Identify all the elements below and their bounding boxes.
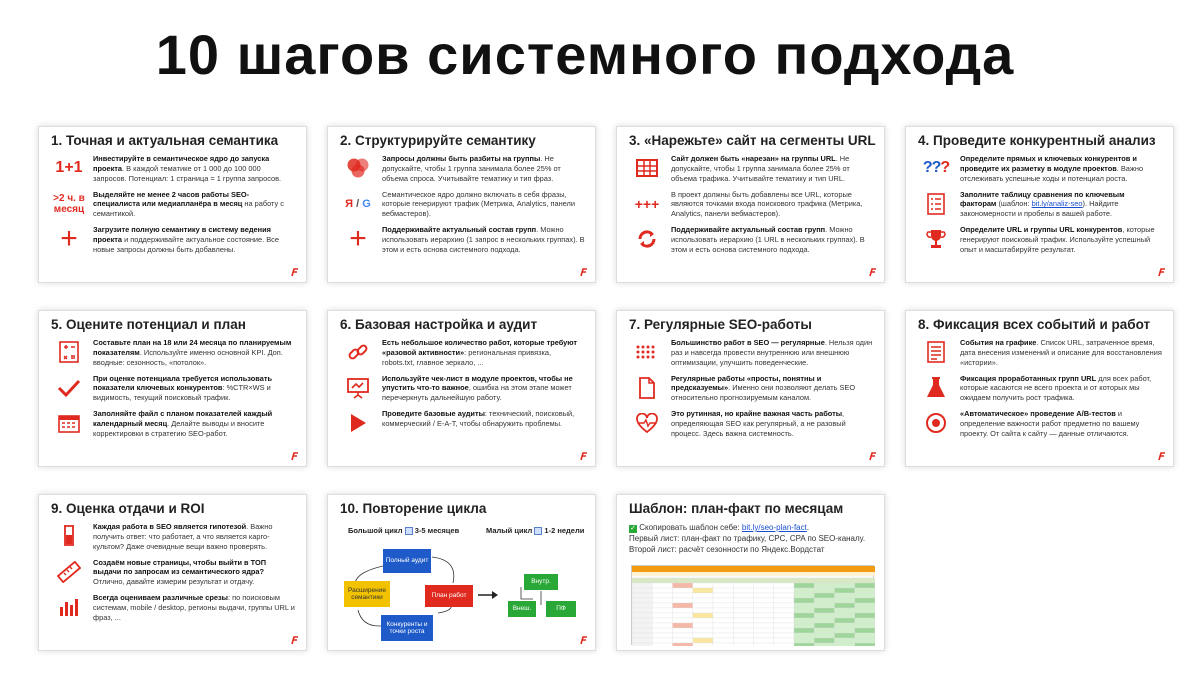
full-audit-box: Полный аудит xyxy=(383,549,431,573)
row-rest: . Используйте именно основной KPI. Доп. вводные: сезонность, «потолок». xyxy=(93,347,283,367)
logo-icon xyxy=(579,267,589,277)
row-text xyxy=(960,338,1163,368)
row-rest: . Не допускайте, чтобы 1 группа занимала более 25% от объема спроса. Учитывайте тематику и тип фраз. xyxy=(382,154,561,183)
logo-icon xyxy=(290,451,300,461)
link-icon xyxy=(340,338,376,366)
logo-icon xyxy=(868,451,878,461)
card-row xyxy=(340,409,585,437)
card-step-9 xyxy=(38,494,307,651)
row-text xyxy=(382,190,585,220)
card-title: 7. Регулярные SEO-работы xyxy=(629,317,812,332)
row-bold: Поддерживайте актуальный состав групп xyxy=(671,225,826,235)
row-rest: : технический, поисковый, коммерческий / E-A-T, чтобы обнаружить проблемы. xyxy=(382,409,575,428)
card-title: 9. Оценка отдачи и ROI xyxy=(51,501,205,516)
card-title: 2. Структурируйте семантику xyxy=(340,133,536,148)
row-text xyxy=(93,409,296,439)
spreadsheet-preview xyxy=(631,565,874,645)
card-row xyxy=(51,190,296,220)
row-rest: Семантическое ядро должно включать в себя фразы, которые генерируют трафик (Метрика, Analytics, панели вебмастеров). xyxy=(382,189,575,219)
row-text xyxy=(960,225,1163,255)
page-title: 10 шагов системного подхода xyxy=(155,23,1015,86)
row-rest: В проект должны быть добавлены все URL, которые являются точками входа поискового трафика (Метрика, Analytics, панели вебмастеров). xyxy=(671,189,863,219)
row-text xyxy=(671,374,874,404)
label-icon: 1+1 xyxy=(55,159,83,176)
card-row xyxy=(51,593,296,623)
card-title: Шаблон: план-факт по месяцам xyxy=(629,501,844,516)
row-text xyxy=(671,190,874,220)
row-rest: . Нельзя один раз и навсегда провести внутреннюю или внешнюю оптимизации, улучшить поведенческие. xyxy=(671,338,873,367)
card-step-2 xyxy=(327,126,596,283)
label-icon: Я / G xyxy=(345,197,371,210)
row-bold: Регулярные работы «просты, понятны и предсказуемы» xyxy=(671,373,822,393)
small-cycle-label: Малый цикл xyxy=(486,526,533,535)
check-icon xyxy=(51,374,87,402)
card-row xyxy=(629,409,874,439)
template-link[interactable]: bit.ly/seo-plan-fact xyxy=(741,523,807,532)
card-row xyxy=(340,374,585,404)
label-icon: >2 ч. в месяц xyxy=(53,192,85,215)
row-text xyxy=(93,558,296,588)
row-rest: . Список URL, затраченное время, дата внесения изменений и описание для восстановления «истории». xyxy=(960,338,1162,367)
trophy-icon xyxy=(918,225,954,253)
row-rest: : региональная привязка, robots.txt, главное зеркало, ... xyxy=(382,347,552,367)
card-row xyxy=(51,558,296,588)
card-step-4 xyxy=(905,126,1174,283)
logo-icon xyxy=(290,267,300,277)
card-row xyxy=(51,409,296,439)
row-bold: События на графике xyxy=(960,338,1037,347)
card-step-8 xyxy=(905,310,1174,467)
refresh-icon xyxy=(629,225,665,253)
card-row xyxy=(918,225,1163,255)
card-title: 4. Проведите конкурентный анализ xyxy=(918,133,1156,148)
grid-icon xyxy=(629,154,665,182)
target-icon xyxy=(918,409,954,437)
row-bold: Это рутинная, но крайне важная часть работы xyxy=(671,409,843,419)
row-rest: . Делайте выводы и вносите корректировки в стратегию SEO-работ. xyxy=(93,418,265,438)
row-bold: Составьте план на 18 или 24 месяца по планируемым показателям xyxy=(93,338,292,357)
row-rest: на работу с семантикой. xyxy=(93,199,284,219)
row-bold: Инвестируйте в семантическое ядро до запуска проекта xyxy=(93,154,270,173)
card-title: 8. Фиксация всех событий и работ xyxy=(918,317,1151,332)
row-bold: Определите URL и группы URL конкурентов xyxy=(960,225,1123,235)
ruler-icon xyxy=(51,558,87,586)
card-step-5 xyxy=(38,310,307,467)
row-rest: . Не допускайте, чтобы 1 группа занимала более 25% от объема трафика. Учитывайте тематику и тип URL. xyxy=(671,154,850,183)
logo-icon xyxy=(1157,451,1167,461)
calculator-icon xyxy=(51,338,87,366)
bar-chart-icon xyxy=(51,593,87,621)
beaker-icon xyxy=(51,522,87,550)
row-rest: : %CTR×WS и видимость, текущий поисковый трафик. xyxy=(93,383,271,403)
play-icon xyxy=(340,409,376,437)
row-rest: Отлично, давайте измерим результат и отдачу. xyxy=(93,577,255,587)
row-text xyxy=(93,593,296,623)
card-row xyxy=(51,522,296,552)
card-row xyxy=(918,338,1163,368)
card-title: 3. «Нарежьте» сайт на сегменты URL xyxy=(629,133,876,148)
row-bold: Используйте чек-лист в модуле проектов, чтобы не упустить что-то важное xyxy=(382,373,573,393)
heartbeat-icon xyxy=(629,409,665,437)
checklist-icon xyxy=(918,190,954,218)
logo-icon xyxy=(290,635,300,645)
row-text xyxy=(960,154,1163,184)
row-rest: , которые генерируют поисковый трафик. Используйте успешный опыт и масштабируйте результат. xyxy=(960,225,1155,254)
card-title: 1. Точная и актуальная семантика xyxy=(51,133,279,148)
card-step-1 xyxy=(38,126,307,283)
small-cycle-length: 1-2 недели xyxy=(544,526,585,535)
label-icon: + xyxy=(349,222,367,256)
card-row xyxy=(629,225,874,255)
calendar-icon xyxy=(51,409,87,437)
row-rest: . Можно использовать иерархию (1 URL в нескольких группах). В этом и есть основа системного подхода. xyxy=(671,225,865,254)
row-rest: и определение важности работ предметно по вашему проекту. От сайта к сайту — данные отличаются. xyxy=(960,409,1140,438)
row-rest: для всех работ, которые касаются не всего проекта и от которых мы ожидаем получить рост трафика. xyxy=(960,373,1152,403)
document-icon xyxy=(629,374,665,402)
row-rest: . Именно они позволяют делать SEO относительно прогнозируемым каналом. xyxy=(671,383,856,403)
card-row xyxy=(629,154,874,184)
row-text xyxy=(382,409,585,429)
row-text xyxy=(382,154,585,184)
row-rest: , определяющая SEO как регулярный, а не разовый процесс. Здесь важна системность. xyxy=(671,409,846,438)
card-row xyxy=(918,190,1163,220)
card-row xyxy=(629,190,874,220)
row-bold: При оценке потенциала требуется использовать показатели ключевых конкурентов xyxy=(93,373,273,393)
row-text xyxy=(93,374,296,404)
flask-icon xyxy=(918,374,954,402)
row-bold: Каждая работа в SEO является гипотезой xyxy=(93,522,247,531)
row-bold: Выделяйте не менее 2 часов работы SEO-специалиста или медиапланёра в месяц xyxy=(93,189,250,209)
card-step-6 xyxy=(327,310,596,467)
list-icon xyxy=(918,338,954,366)
row-text xyxy=(93,225,296,255)
row-text xyxy=(382,374,585,404)
row-bold: Запросы должны быть разбиты на группы xyxy=(382,154,541,163)
competitors-box: Конкуренты и точки роста xyxy=(381,615,433,641)
card-row xyxy=(51,374,296,404)
row-text xyxy=(93,338,296,368)
row-text xyxy=(960,190,1163,220)
card-step-3 xyxy=(616,126,885,283)
card-row xyxy=(340,154,585,184)
first-sheet-text: Первый лист: план-факт по трафику, CPC, CPA по SEO-каналу. xyxy=(629,534,866,544)
card-row xyxy=(51,154,296,184)
work-plan-box: План работ xyxy=(425,585,473,607)
row-rest: . В каждой тематике от 1 000 до 100 000 запросов. Потенциал: 1 страница = 1 группа запросов. xyxy=(93,163,282,183)
external-box: Внеш. xyxy=(508,601,536,617)
row-text xyxy=(382,225,585,255)
logo-icon xyxy=(868,267,878,277)
row-bold: Фиксация проработанных групп URL xyxy=(960,373,1097,383)
card-row xyxy=(340,338,585,368)
card-row xyxy=(340,190,585,220)
label-icon: + xyxy=(60,222,78,256)
row-bold: Заполните таблицу сравнения по ключевым факторам xyxy=(960,189,1125,209)
dots-icon xyxy=(629,338,665,366)
card-row xyxy=(340,222,585,256)
row-text xyxy=(93,154,296,184)
logo-icon xyxy=(579,635,589,645)
row-link[interactable]: bit.ly/analiz-seo xyxy=(1031,199,1083,209)
venn-icon xyxy=(340,154,376,182)
row-rest: и поддерживайте актуальное состояние. Все новые запросы должны быть добавлены. xyxy=(93,234,279,254)
row-bold: Определите прямых и ключевых конкурентов и проведите их разметку в модуле проектов xyxy=(960,154,1137,173)
row-rest: . Можно использовать иерархию (1 запрос в нескольких группах). В этом и есть основа системного подхода. xyxy=(382,225,585,254)
presentation-icon xyxy=(340,374,376,402)
copy-template-end: . xyxy=(806,523,810,532)
row-text xyxy=(93,190,296,220)
row-bold: Сайт должен быть «нарезан» на группы URL xyxy=(671,154,836,163)
big-cycle-length: 3-5 месяцев xyxy=(414,526,460,535)
row-bold: Загрузите полную семантику в систему ведения проекта xyxy=(93,225,271,244)
card-cycle xyxy=(327,494,596,651)
card-row xyxy=(51,222,296,256)
internal-box: Внутр. xyxy=(524,574,558,590)
behavioral-box: ПФ xyxy=(546,601,576,617)
semantics-expansion-box: Расширение семантики xyxy=(344,581,390,607)
row-text xyxy=(382,338,585,368)
row-rest: . Важно получить ответ: что работает, а что является карго-культом? Даже очевидные вещи важно проверять. xyxy=(93,522,273,551)
big-cycle-label: Большой цикл xyxy=(348,526,403,535)
label-icon: ??? xyxy=(922,159,950,176)
row-bold: Всегда оцениваем различные срезы xyxy=(93,593,228,603)
card-row xyxy=(918,154,1163,184)
check-icon: ✓ xyxy=(630,525,636,532)
card-row xyxy=(918,374,1163,404)
row-text xyxy=(960,374,1163,404)
label-icon: +++ xyxy=(634,195,660,212)
cycle-arrows xyxy=(328,495,596,651)
card-title: 10. Повторение цикла xyxy=(340,501,487,516)
row-rest: , ошибка на этом этапе может перечеркнуть дальнейшую работу. xyxy=(382,383,572,403)
row-bold: Проведите базовые аудиты xyxy=(382,409,485,419)
row-rest: (шаблон: xyxy=(996,199,1032,209)
second-sheet-text: Второй лист: расчёт сезонности по Яндекс.Вордстат xyxy=(629,545,825,555)
row-bold: Большинство работ в SEO — регулярные xyxy=(671,338,825,347)
card-title: 5. Оцените потенциал и план xyxy=(51,317,246,332)
spreadsheet-thumbnail xyxy=(632,566,875,646)
row-text xyxy=(671,154,874,184)
row-bold: «Автоматическое» проведение A/B-тестов xyxy=(960,409,1116,419)
logo-icon xyxy=(579,451,589,461)
card-row xyxy=(629,338,874,368)
logo-icon xyxy=(1157,267,1167,277)
card-template xyxy=(616,494,885,651)
card-step-7 xyxy=(616,310,885,467)
row-text xyxy=(671,409,874,439)
row-bold: Заполняйте файл с планом показателей каждый календарный месяц xyxy=(93,409,273,428)
row-rest: . Важно отслеживать успешные ходы и потенциал роста. xyxy=(960,163,1144,183)
row-bold: Поддерживайте актуальный состав групп xyxy=(382,225,537,235)
row-text xyxy=(960,409,1163,439)
row-rest2: ). Найдите закономерности и пробелы в вашей работе. xyxy=(960,199,1119,219)
row-text xyxy=(671,338,874,368)
card-title: 6. Базовая настройка и аудит xyxy=(340,317,538,332)
row-text xyxy=(671,225,874,255)
row-rest: : по поисковым системам, mobile / desktop, регионы выдачи, группы URL и фраз, ... xyxy=(93,593,295,622)
card-row xyxy=(629,374,874,404)
row-text xyxy=(93,522,296,552)
card-row xyxy=(918,409,1163,439)
row-bold: Есть небольшое количество работ, которые требуют «разовой активности» xyxy=(382,338,578,357)
card-row xyxy=(51,338,296,368)
row-bold: Создаём новые страницы, чтобы выйти в ТОП выдачи по запросам из семантического ядра? xyxy=(93,557,267,577)
copy-template-text: Скопировать шаблон себе: xyxy=(639,523,742,532)
